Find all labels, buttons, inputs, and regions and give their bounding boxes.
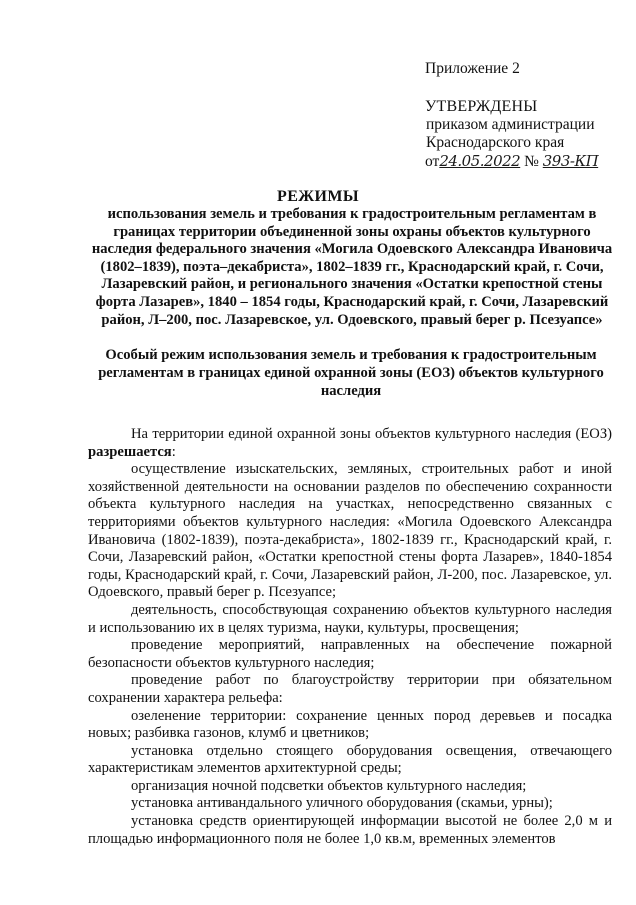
- handwritten-number: 393-КП: [542, 152, 599, 170]
- approval-order-line: приказом администрации: [426, 116, 595, 133]
- document-title: РЕЖИМЫ: [277, 188, 359, 205]
- section-heading: Особый режим использования земель и требования к градостроительным регламентам в границах единой охранной зоны (ЕОЗ) объектов культурного наследия: [98, 347, 604, 399]
- list-item: проведение мероприятий, направленных на обеспечение пожарной безопасности объектов культурного наследия;: [88, 637, 612, 671]
- document-subtitle: использования земель и требования к градостроительным регламентам в границах территории объединенной зоны охраны объектов культурного наследия федерального значения «Могила Одоевского Александра Ивановича (1802–1839), поэта–декабриста», 1802–1839 гг., Краснодарский край, г. Сочи, Лазаревский район, и регионального значения «Остатки крепостной стены форта Лазарев», 1840 – 1854 годы, Краснодарский край, г. Сочи, Лазаревский район, Л–200, пос. Лазаревское, ул. Одоевского, правый берег р. Псезуапсе»: [91, 206, 613, 328]
- approval-date-number: [425, 152, 630, 171]
- permitted-keyword: разрешается: [88, 443, 172, 460]
- approval-region-line: Краснодарского края: [426, 134, 565, 151]
- list-item: организация ночной подсветки объектов культурного наследия;: [131, 777, 527, 794]
- list-item: осуществление изыскательских, земляных, строительных работ и иной хозяйственной деятельности на основании разделов по обеспечению сохранности объекта культурного наследия на участках, непосредственно связанных с территориями объектов культурного наследия: «Могила Одоевского Александра Ивановича (1802-1839), поэта-декабриста», 1802-1839 гг., Краснодарский край, г. Сочи, Лазаревский район, «Остатки крепостной стены форта Лазарев», 1840-1854 годы, Краснодарский край, г. Сочи, Лазаревский район, Л-200, пос. Лазаревское, ул. Одоевского, правый берег р. Псезуапсе;: [88, 461, 612, 601]
- body-intro: На территории единой охранной зоны объектов культурного наследия (ЕОЗ) разрешается:: [88, 426, 612, 460]
- list-item: проведение работ по благоустройству территории при обязательном сохранении характера рельефа:: [88, 672, 612, 706]
- handwritten-date: 24.05.2022: [439, 152, 521, 170]
- appendix-label: Приложение 2: [425, 60, 520, 77]
- document-body: [88, 426, 612, 848]
- approval-block: [425, 60, 630, 171]
- list-item: установка средств ориентирующей информации высотой не более 2,0 м и площадью информационного поля не более 1,0 кв.м, временных элементов: [88, 813, 612, 847]
- date-prefix: от: [425, 153, 440, 170]
- list-item: деятельность, способствующая сохранению объектов культурного наследия и использованию их в целях туризма, науки, культуры, просвещения;: [88, 601, 612, 636]
- list-item: установка антивандального уличного оборудования (скамьи, урны);: [131, 795, 553, 812]
- number-prefix: №: [524, 153, 539, 170]
- list-item: озеленение территории: сохранение ценных пород деревьев и посадка новых; разбивка газонов, клумб и цветников;: [88, 707, 612, 742]
- list-item: установка отдельно стоящего оборудования освещения, отвечающего характеристикам элементов архитектурной среды;: [88, 742, 612, 777]
- approved-heading: УТВЕРЖДЕНЫ: [425, 98, 538, 115]
